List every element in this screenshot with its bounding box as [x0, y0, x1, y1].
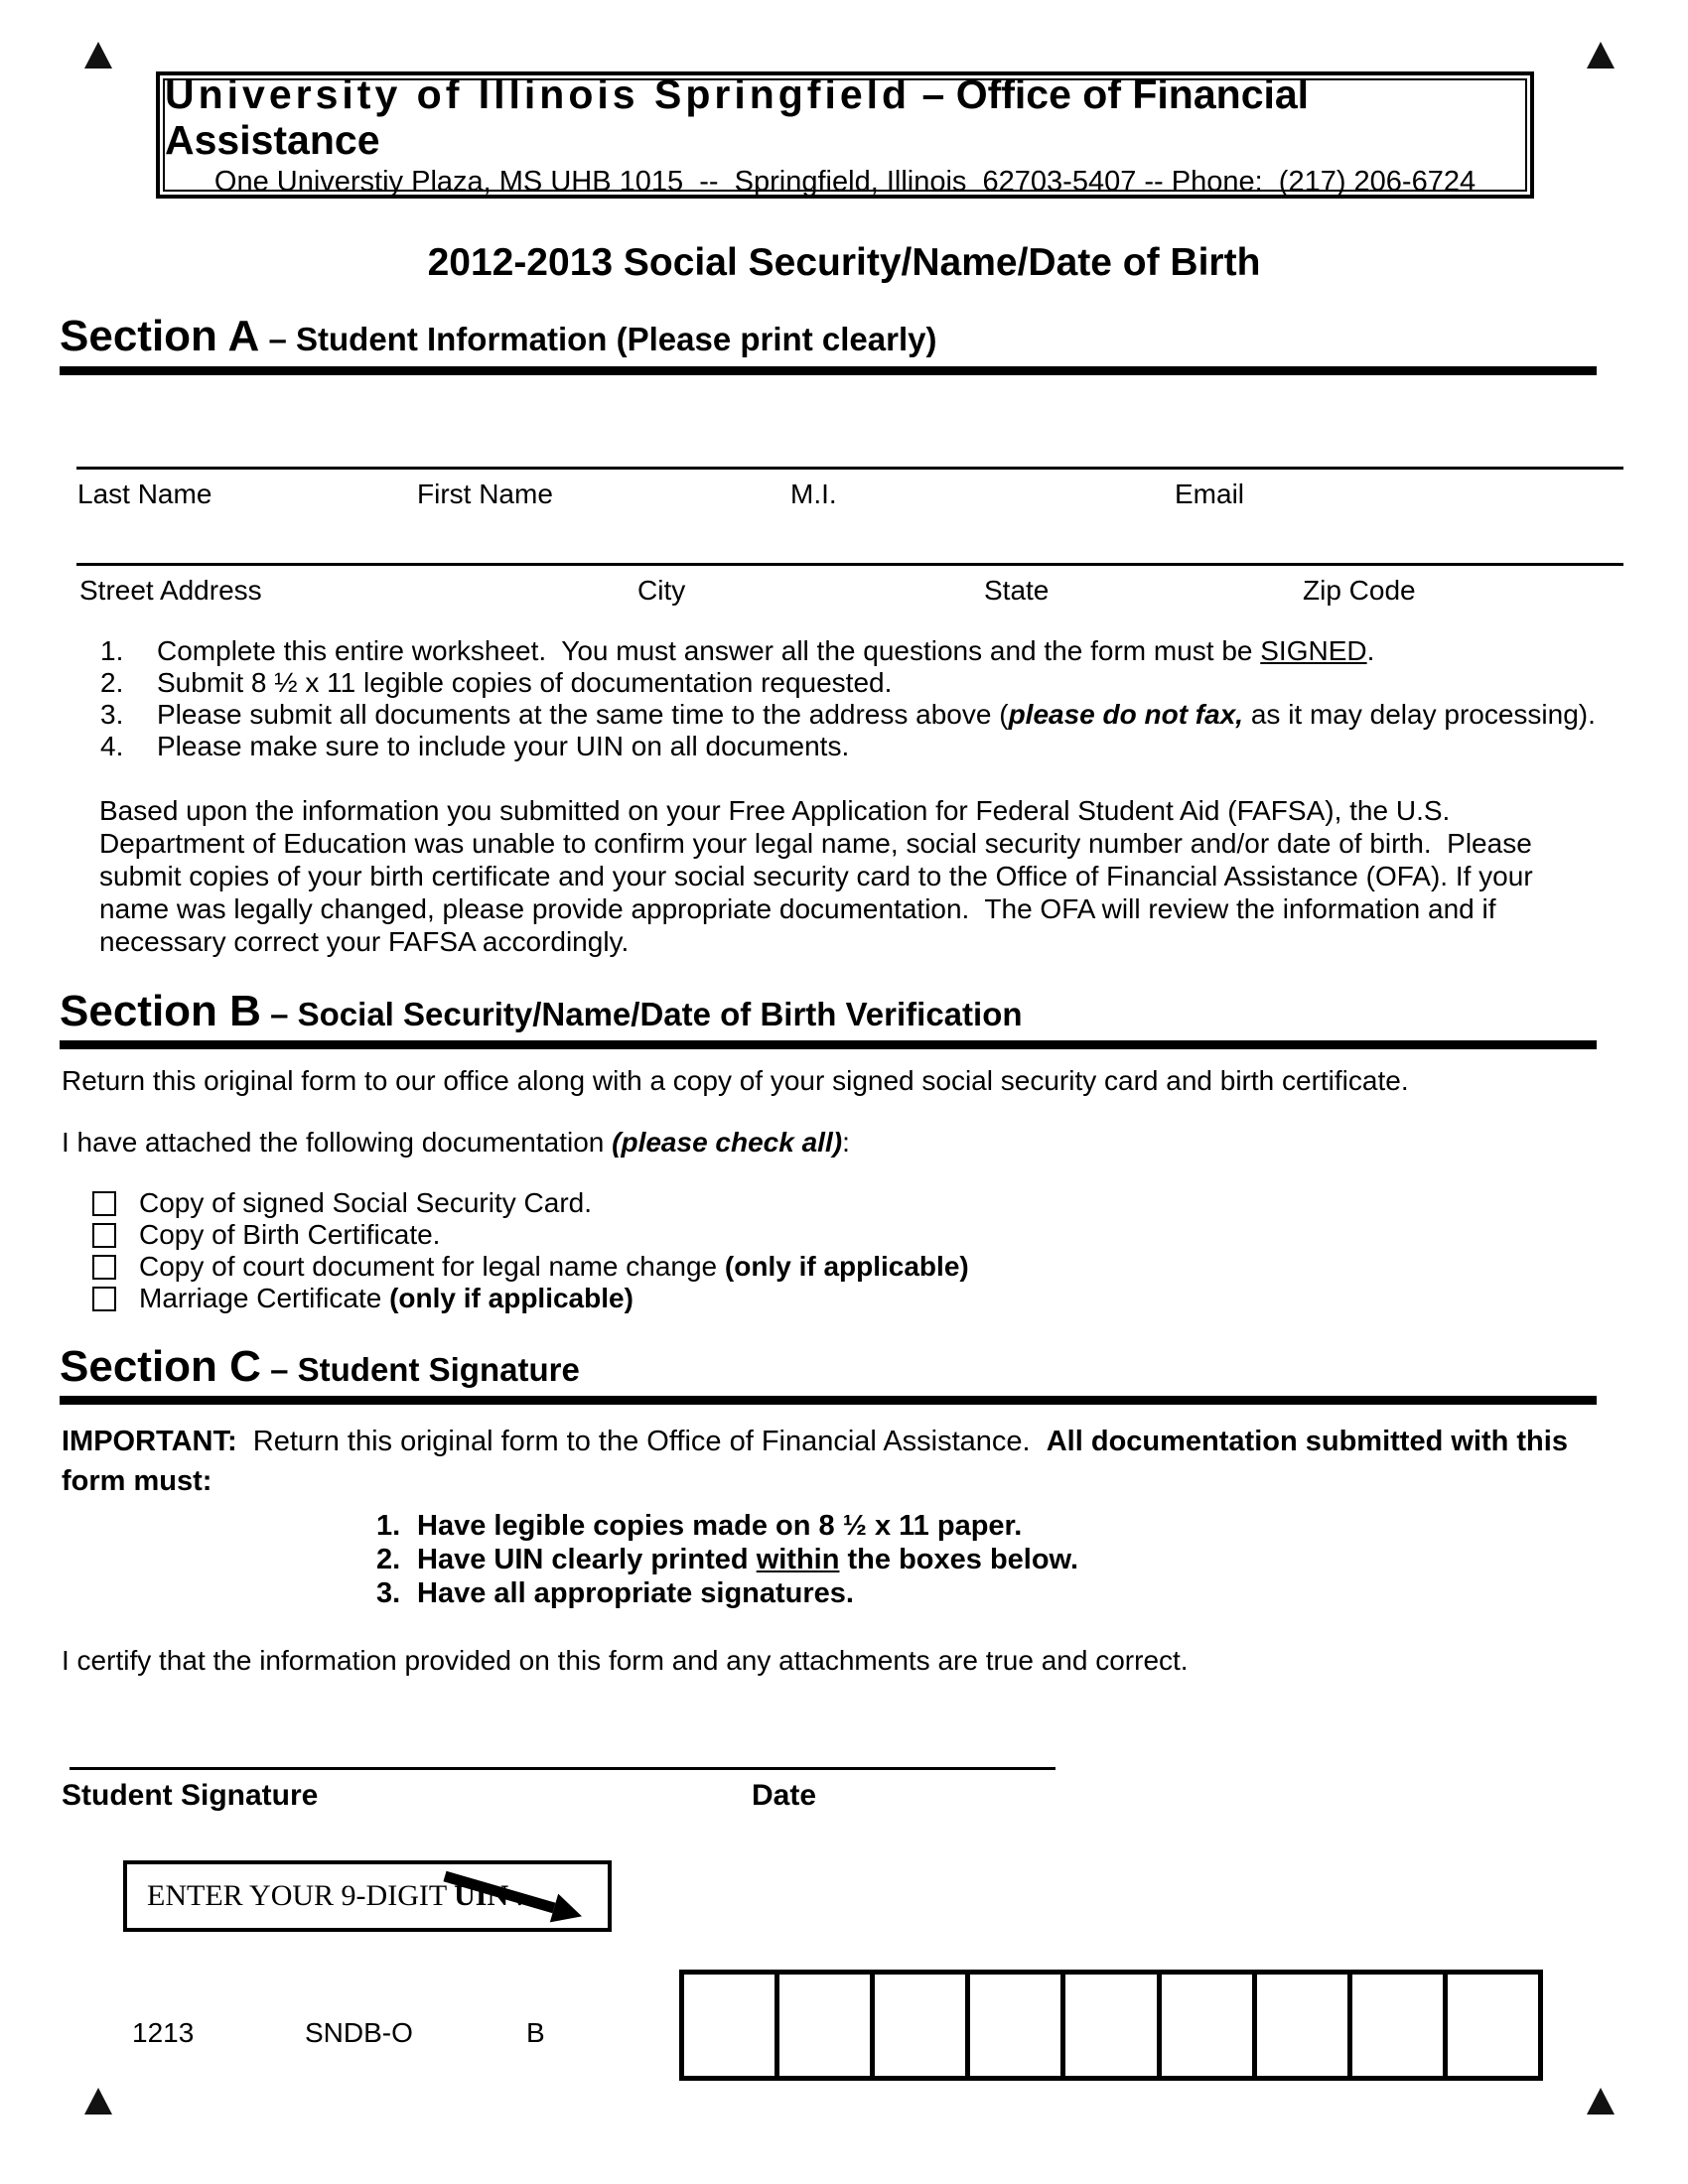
uin-digit-grid [679, 1970, 1543, 2081]
field-line-1[interactable] [76, 467, 1623, 470]
signature-line[interactable] [70, 1767, 1055, 1770]
section-b-intro: Return this original form to our office along with a copy of your signed social security card and birth certificate. [62, 1065, 1409, 1096]
section-b-heading: Section B – Social Security/Name/Date of Birth Verification [60, 987, 1023, 1035]
section-c-rule [60, 1396, 1597, 1405]
instructions-list [100, 635, 1619, 762]
field-label-zip-code: Zip Code [1303, 575, 1416, 606]
uin-digit-cell[interactable] [1448, 1975, 1538, 2076]
field-label-last-name: Last Name [77, 478, 212, 509]
list-item: 1. Complete this entire worksheet. You must answer all the questions and the form must be SIGNED. [100, 635, 1375, 666]
list-item: 2. Submit 8 ½ x 11 legible copies of documentation requested. [100, 667, 893, 698]
attached-documentation-line: I have attached the following documentation (please check all): [62, 1127, 850, 1158]
list-item: 3. Have all appropriate signatures. [376, 1577, 854, 1609]
uin-digit-cell[interactable] [1065, 1975, 1161, 2076]
arrow-icon [437, 1868, 606, 1926]
fafsa-paragraph: Based upon the information you submitted on your Free Application for Federal Student Aid (FAFSA), the U.S. Department of Education was unable to confirm your legal name, social security number and/or date of birth. Please submit copies of your birth certificate and your social security card to the Office of Financial Assistance (OFA). If your name was legally changed, please provide appropriate documentation. The OFA will review the information and if necessary correct your FAFSA accordingly. [99, 795, 1541, 957]
uin-digit-cell[interactable] [1257, 1975, 1352, 2076]
uin-digit-cell[interactable] [1352, 1975, 1448, 2076]
section-c-heading: Section C – Student Signature [60, 1342, 580, 1391]
letterhead-title: University of Illinois Springfield – Office of Financial Assistance [165, 71, 1310, 163]
list-item: Copy of Birth Certificate. [92, 1219, 969, 1251]
documentation-checklist [92, 1187, 969, 1314]
list-item: Marriage Certificate (only if applicable) [92, 1283, 969, 1314]
field-label-first-name: First Name [417, 478, 553, 509]
letterhead-box [156, 71, 1534, 199]
form-code-version: B [526, 2017, 545, 2048]
date-label: Date [752, 1779, 817, 1812]
list-item: Copy of court document for legal name change (only if applicable) [92, 1251, 969, 1283]
list-item: 2. Have UIN clearly printed within the boxes below. [376, 1544, 1079, 1575]
uin-digit-cell[interactable] [875, 1975, 970, 2076]
checkbox-court-document[interactable] [92, 1255, 116, 1280]
corner-triangle-bottom-left-icon [84, 2088, 112, 2115]
form-code-year: 1213 [132, 2017, 195, 2048]
uin-digit-cell[interactable] [684, 1975, 779, 2076]
checkbox-birth-certificate[interactable] [92, 1223, 116, 1248]
checkbox-marriage-certificate[interactable] [92, 1287, 116, 1311]
field-label-street-address: Street Address [79, 575, 262, 606]
uin-digit-cell[interactable] [779, 1975, 875, 2076]
uin-prompt-box [123, 1860, 612, 1932]
section-b-rule [60, 1040, 1597, 1049]
uin-digit-cell[interactable] [970, 1975, 1065, 2076]
field-label-city: City [637, 575, 686, 606]
student-signature-label: Student Signature [62, 1779, 319, 1812]
uin-digit-cell[interactable] [1162, 1975, 1257, 2076]
requirements-list [376, 1509, 1349, 1610]
list-item: 1. Have legible copies made on 8 ½ x 11 paper. [376, 1510, 1023, 1542]
field-line-2[interactable] [76, 563, 1623, 566]
list-item: 3. Please submit all documents at the same time to the address above (please do not fax, as it may delay processing). [100, 699, 1596, 730]
form-title: 2012-2013 Social Security/Name/Date of Birth [427, 241, 1261, 284]
checkbox-social-security-card[interactable] [92, 1191, 116, 1216]
field-label-mi: M.I. [790, 478, 837, 509]
form-code-name: SNDB-O [305, 2017, 413, 2048]
section-a-rule [60, 366, 1597, 375]
corner-triangle-bottom-right-icon [1587, 2088, 1615, 2115]
corner-triangle-top-right-icon [1587, 42, 1615, 68]
corner-triangle-top-left-icon [84, 42, 112, 68]
list-item: 4. Please make sure to include your UIN on all documents. [100, 731, 850, 761]
field-label-email: Email [1175, 478, 1245, 509]
important-paragraph: IMPORTANT: Return this original form to the Office of Financial Assistance. All documentation submitted with this form must: [62, 1426, 1577, 1497]
section-a-heading: Section A – Student Information (Please print clearly) [60, 312, 937, 360]
letterhead-address: One Universtiy Plaza, MS UHB 1015 -- Springfield, Illinois 62703-5407 -- Phone: (217) 206-6724 [213, 166, 1477, 198]
certification-statement: I certify that the information provided on this form and any attachments are true and correct. [62, 1645, 1189, 1676]
uin-prompt-text: ENTER YOUR 9-DIGIT UIN . [147, 1879, 524, 1912]
field-label-state: State [984, 575, 1050, 606]
list-item: Copy of signed Social Security Card. [92, 1187, 969, 1219]
